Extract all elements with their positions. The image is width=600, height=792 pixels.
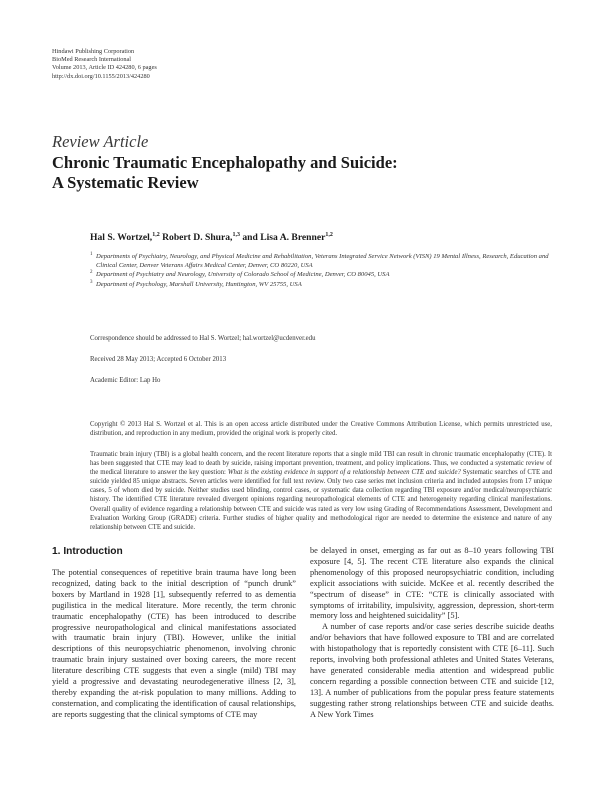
author-1-affil: 1,2 — [152, 232, 160, 238]
title-line-2: A Systematic Review — [52, 173, 199, 192]
affiliation-text: Department of Psychiatry and Neurology, University of Colorado School of Medicine, Denver, CO 80045, USA — [96, 271, 390, 279]
academic-editor: Academic Editor: Lap Ho — [90, 377, 161, 384]
abstract — [90, 450, 552, 532]
title-line-1: Chronic Traumatic Encephalopathy and Suicide: — [52, 153, 398, 172]
affiliation-number: 1 — [90, 252, 93, 257]
affiliation-number: 3 — [90, 279, 93, 285]
affiliation-text: Departments of Psychiatry, Neurology, and Physical Medicine and Rehabilitation, Veterans Integrated Service Network (VISN) 19 Mental Illness, Research, Education and Clinical Center, Denver Veterans Affairs Medical Center, Denver, CO 80220, USA — [96, 253, 549, 270]
copyright-notice: Copyright © 2013 Hal S. Wortzel et al. This is an open access article distributed under the Creative Commons Attribution License, which permits unrestricted use, distribution, and reproduction in any medium, provided the original work is properly cited. — [90, 421, 552, 438]
section-heading-introduction: 1. Introduction — [52, 546, 123, 557]
correspondence: Correspondence should be addressed to Hal S. Wortzel; hal.wortzel@ucdenver.edu — [90, 335, 316, 342]
affiliation — [90, 270, 560, 279]
abstract-key-question: What is the existing evidence in support of a relationship between CTE and suicide? — [227, 469, 461, 477]
affiliation-text: Department of Psychology, Marshall University, Huntington, WV 25755, USA — [96, 280, 302, 288]
volume-info: Volume 2013, Article ID 424280, 6 pages — [52, 64, 157, 72]
publisher-name: Hindawi Publishing Corporation — [52, 48, 135, 55]
affiliation-number: 2 — [90, 270, 93, 276]
journal-name: BioMed Research International — [52, 56, 132, 64]
received-dates: Received 28 May 2013; Accepted 6 October 2013 — [90, 356, 227, 363]
affiliations — [90, 252, 560, 289]
abstract-text-continued: Systematic searches of CTE and suicide yielded 85 unique abstracts. Seven articles were identified for full text review. Only two case series met inclusion criteria and included autopsies from 17 unique cases, 5 of whom died by suicide. Neither studies used blinding, control cases, or systematic data collection regarding TBI exposure and/or medical/neuropsychiatric history. The identified CTE literature revealed divergent opinions regarding neuropathological elements of CTE and heterogeneity regarding clinical manifestations. Overall quality of evidence regarding a relationship between CTE and suicide was rated as very low using Grading of Recommendations Assessment, Development and Evaluation Working Group (GRADE) criteria. Further studies of higher quality and methodological rigor are needed to determine the existence and nature of any relationship between CTE and suicide. — [90, 469, 552, 531]
right-column — [310, 546, 554, 721]
author-2[interactable]: Robert D. Shura, — [162, 232, 233, 244]
doi-link[interactable]: http://dx.doi.org/10.1155/2013/424280 — [52, 72, 150, 80]
author-1[interactable]: Hal S. Wortzel, — [90, 232, 153, 244]
left-column — [52, 546, 296, 721]
author-3-affil: 1,2 — [325, 232, 333, 238]
affiliation — [90, 280, 560, 289]
journal-header — [52, 48, 157, 81]
affiliation — [90, 252, 560, 270]
body-paragraph: A number of case reports and/or case series describe suicide deaths and/or behaviors that have followed exposure to TBI and are correlated with histopathology that is reportedly consistent with CTE [6–11]. Such reports, involving both professional athletes and United States Veterans, have generated considerable media attention and widespread public concern regarding a possible connection between CTE and suicide [12, 13]. A number of publications from the popular press feature statements suggesting rather strong relationships between CTE and suicide deaths. A New York Times — [310, 622, 554, 719]
abstract-text: Traumatic brain injury (TBI) is a global health concern, and the recent literature reports that a single mild TBI can result in chronic traumatic encephalopathy (CTE). It has been suggested that CTE may lead to death by suicide, raising important prevention, treatment, and policy implications. Thus, we conducted a systematic review of the medical literature to answer the key question: — [90, 451, 552, 477]
body-paragraph: The potential consequences of repetitive brain trauma have long been recognized, dating back to the initial description of “punch drunk” boxers by Martland in 1928 [1], subsequently referred to as dementia pugilistica in the medical literature. More recently, the term chronic traumatic encephalopathy (CTE) has been introduced to describe progressive neuropathological and clinical manifestations associated with traumatic brain injury (TBI). However, unlike the initial descriptions of this neuropsychiatric phenomenon, involving chronic traumatic brain injury sustained over boxing careers, the more recent literature describing CTE suggests that even a single (mild) TBI may yield a progressive and devastating neurodegenerative illness [2, 3], thereby expanding the at-risk population to many millions. Adding to consternation, and complicating the identification of causal relationships, are reports suggesting that the clinical symptoms of CTE may — [52, 568, 296, 719]
author-3[interactable]: and Lisa A. Brenner — [242, 232, 326, 244]
body-paragraph: be delayed in onset, emerging as far out as 8–10 years following TBI exposure [4, 5]. The recent CTE literature also expands the clinical phenomenology of this proposed neuropsychiatric condition, including explicit associations with suicide. McKee et al. recently described the “spectrum of disease” in CTE: “CTE is clinically associated with symptoms of irritability, impulsivity, aggression, depression, short-term memory loss and heightened suicidality” [5]. — [310, 546, 554, 621]
author-2-affil: 1,3 — [232, 232, 240, 238]
paper-title — [52, 153, 552, 193]
author-list — [90, 232, 333, 243]
article-type: Review Article — [52, 132, 149, 151]
